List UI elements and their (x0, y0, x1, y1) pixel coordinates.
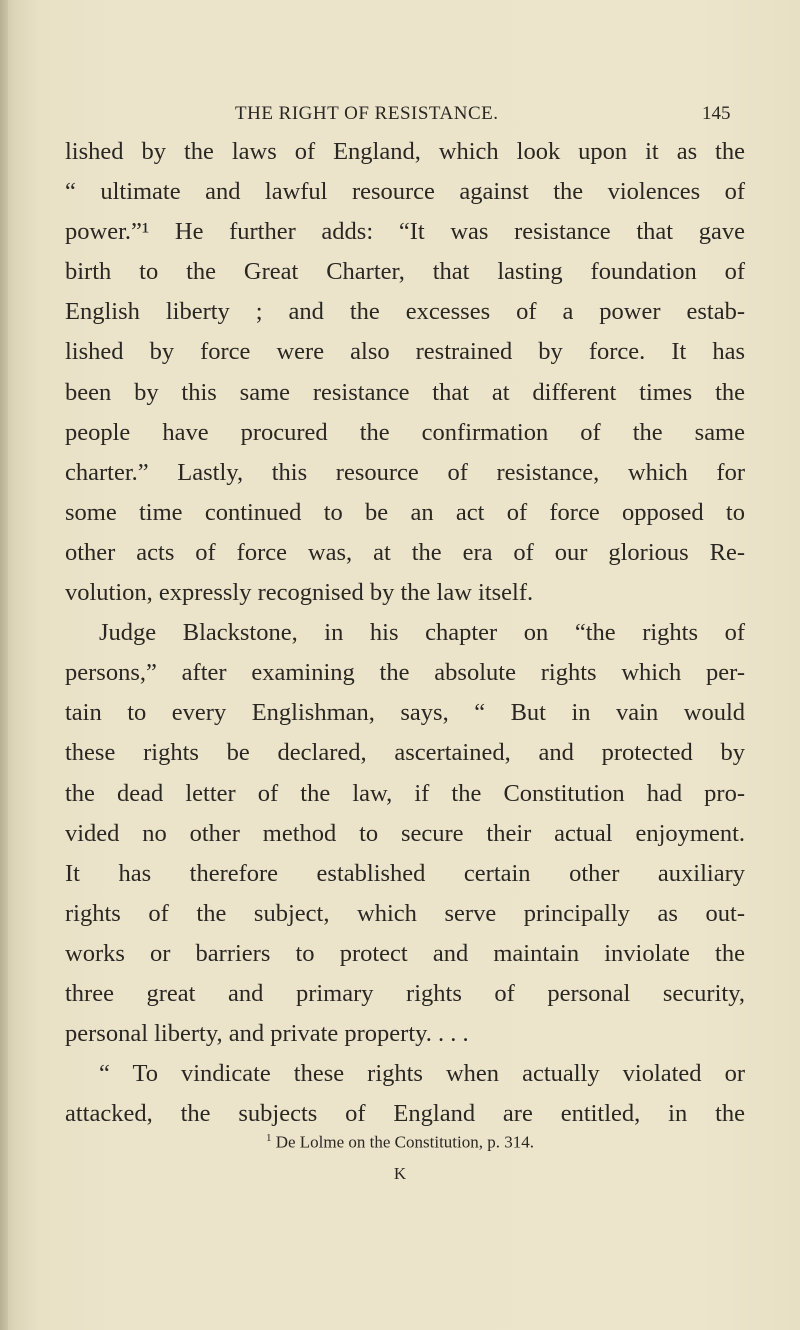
running-title: THE RIGHT OF RESISTANCE. (235, 103, 499, 124)
footnote (0, 1132, 800, 1153)
text-line: been by this same resistance that at different times the (65, 378, 745, 406)
text-line: charter.” Lastly, this resource of resistance, which for (65, 458, 745, 486)
text-line: “ To vindicate these rights when actually violated or (99, 1060, 745, 1088)
text-line: English liberty ; and the excesses of a power estab- (65, 298, 745, 326)
running-head (0, 103, 800, 133)
text-line: It has therefore established certain other auxiliary (65, 859, 745, 887)
binding-gutter (0, 0, 8, 1330)
text-line: “ ultimate and lawful resource against the violences of (65, 178, 745, 206)
text-line: birth to the Great Charter, that lasting foundation of (65, 258, 745, 286)
text-line: rights of the subject, which serve principally as out- (65, 899, 745, 927)
signature-mark: K (393, 1164, 407, 1183)
footnote-marker: 1 (265, 1132, 272, 1144)
text-line: lished by the laws of England, which look upon it as the (65, 138, 745, 165)
text-line: lished by force were also restrained by force. It has (65, 338, 745, 366)
text-line: the dead letter of the law, if the Constitution had pro- (65, 779, 745, 807)
text-line: attacked, the subjects of England are entitled, in the (65, 1100, 745, 1128)
text-line: these rights be declared, ascertained, and protected by (65, 739, 745, 767)
text-line: personal liberty, and private property. . . . (65, 1020, 469, 1048)
text-line: volution, expressly recognised by the law itself. (65, 579, 534, 607)
text-line: power.”¹ He further adds: “It was resistance that gave (65, 218, 745, 246)
text-line: three great and primary rights of personal security, (65, 979, 745, 1007)
text-line: vided no other method to secure their actual enjoyment. (65, 819, 745, 847)
text-line: persons,” after examining the absolute rights which per- (65, 659, 745, 687)
footnote-text: De Lolme on the Constitution, p. 314. (275, 1132, 535, 1152)
page-number: 145 (702, 103, 731, 124)
text-line: some time continued to be an act of force opposed to (65, 498, 745, 526)
text-line: works or barriers to protect and maintain inviolate the (65, 939, 745, 967)
text-line: Judge Blackstone, in his chapter on “the rights of (99, 619, 745, 647)
body-text (65, 132, 745, 1134)
text-line: people have procured the confirmation of the same (65, 418, 745, 446)
text-line: tain to every Englishman, says, “ But in vain would (65, 699, 745, 727)
text-line: other acts of force was, at the era of our glorious Re- (65, 538, 745, 566)
